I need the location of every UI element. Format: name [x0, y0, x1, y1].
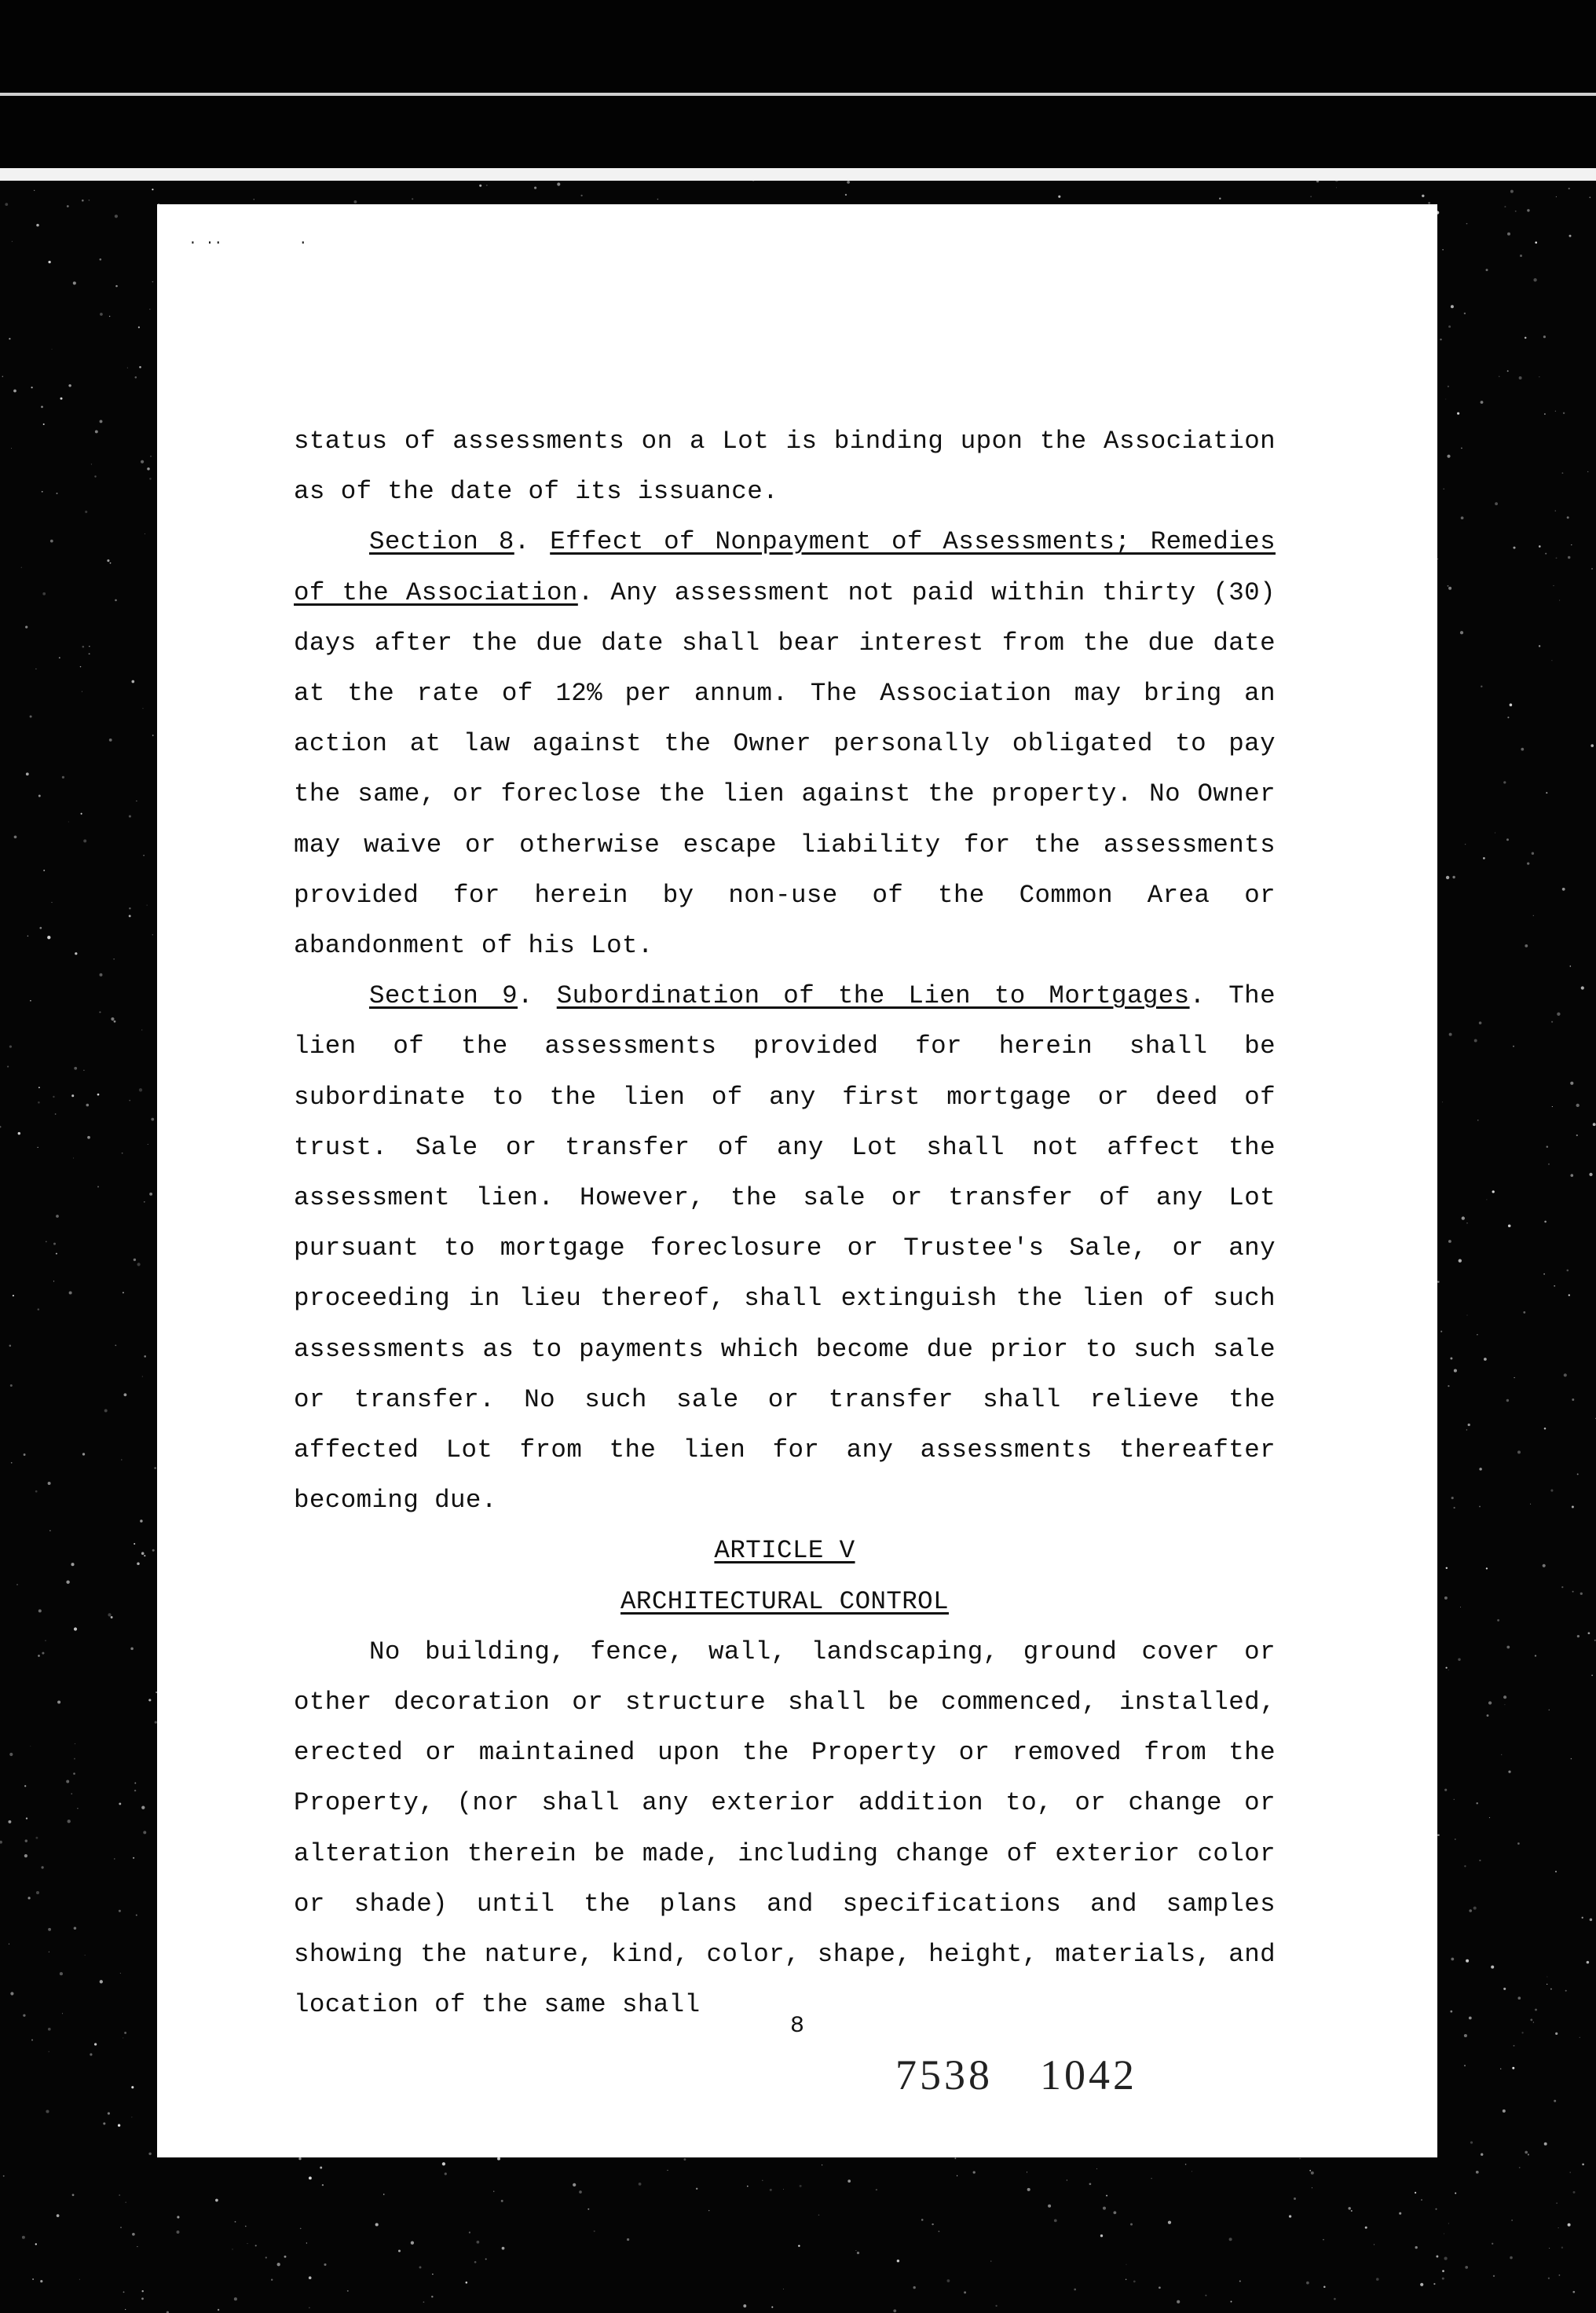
- document-page: [157, 204, 1437, 2157]
- text-run: . The lien of the assessments provided for herein shall be subordinate to the lien of any first mortgage or deed of trust. Sale or transfer of any Lot shall not affect the assessment lien. However, the sale or transfer of any Lot pursuant to mortgage foreclosure or Trustee's Sale, or any proceeding in lieu thereof, shall extinguish the lien of such assessments as to payments which become due prior to such sale or transfer. No such sale or transfer shall relieve the affected Lot from the lien for any assessments thereafter becoming due.: [294, 981, 1276, 1516]
- article-paragraph: No building, fence, wall, landscaping, ground cover or other decoration or structure shall be commenced, installed, erected or maintained upon the Property or removed from the Property, (nor shall any exterior addition to, or change or alteration therein be made, including change of exterior color or shade) until the plans and specifications and samples showing the nature, kind, color, shape, height, materials, and location of the same shall: [294, 1637, 1276, 2020]
- underlined-heading-run: Effect of Nonpayment of Assessments; Remedies of the Association: [294, 527, 1276, 607]
- article-heading: [294, 1526, 1276, 1576]
- stamp-page: 1042: [1040, 2051, 1137, 2099]
- stamp-book: 7538: [895, 2051, 993, 2099]
- paragraph-list: [294, 416, 1276, 1526]
- paragraph-p1: [294, 517, 1276, 971]
- text-run: .: [514, 527, 551, 557]
- scan-rule-bar: [0, 168, 1596, 181]
- text-run: status of assessments on a Lot is binding upon the Association as of the date of its issuance.: [294, 427, 1276, 507]
- text-run: . Any assessment not paid within thirty (30) days after the due date shall bear interest from the due date at the rate of 12% per annum. The Association may bring an action at law against the Owner personally obligated to pay the same, or foreclose the lien against the property. No Owner may waive or otherwise escape liability for the assessments provided for herein by non-use of the Common Area or abandonment of his Lot.: [294, 577, 1276, 961]
- scan-dots: · ·· ·: [189, 236, 308, 251]
- underlined-heading-run: Section 9: [369, 981, 518, 1011]
- article-title: ARCHITECTURAL CONTROL: [620, 1586, 949, 1616]
- page-number: 8: [789, 2013, 804, 2040]
- recording-stamp: [895, 2051, 1137, 2099]
- paragraph-p2: [294, 971, 1276, 1526]
- article-number: ARTICLE V: [714, 1536, 855, 1566]
- scan-top-band: [0, 0, 1596, 181]
- paragraph-p0: [294, 416, 1276, 517]
- page-body: [294, 416, 1276, 2031]
- underlined-heading-run: Section 8: [369, 527, 514, 557]
- text-run: .: [518, 981, 557, 1011]
- scan-rule-line: [0, 93, 1596, 96]
- article-title-line: [294, 1577, 1276, 1627]
- underlined-heading-run: Subordination of the Lien to Mortgages: [556, 981, 1190, 1011]
